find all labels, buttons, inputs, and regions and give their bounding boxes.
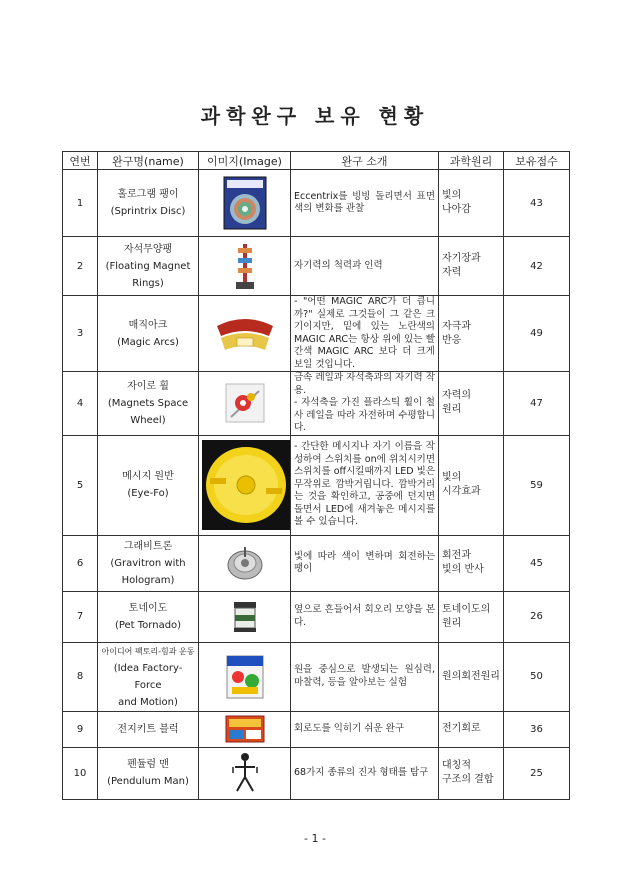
row-number: 5 <box>63 435 98 535</box>
toy-name-ko: 펜듈럼 맨 <box>127 759 169 770</box>
header-score: 보유점수 <box>504 152 570 170</box>
toy-image-cell <box>199 435 291 535</box>
table-row <box>63 747 570 799</box>
row-number: 9 <box>63 711 98 747</box>
page-title: 과학완구 보유 현황 <box>200 104 430 128</box>
toy-description: 금속 레일과 자석축과의 자기력 작용. - 자석축을 가진 플라스틱 휠이 철사 레일을 따라 자전하며 수평합니다. <box>291 372 439 436</box>
row-number: 3 <box>63 296 98 372</box>
owned-score: 25 <box>504 747 570 799</box>
science-principle: 토네이도의 원리 <box>439 591 504 642</box>
toy-inventory-table <box>62 151 570 800</box>
header-image: 이미지(Image) <box>199 152 291 170</box>
table-row <box>63 170 570 237</box>
owned-score: 36 <box>504 711 570 747</box>
table-row <box>63 237 570 296</box>
toy-name <box>98 237 199 296</box>
table-row <box>63 372 570 436</box>
holographic-disc-image <box>223 176 267 230</box>
toy-description: 원을 중심으로 발생되는 원심력, 마찰력, 등을 알아보는 실험 <box>291 642 439 711</box>
toy-name <box>98 591 199 642</box>
science-principle: 대칭적 구조의 결합 <box>439 747 504 799</box>
table-header-row <box>63 152 570 170</box>
toy-description: 68가지 종류의 진자 형태를 탐구 <box>291 747 439 799</box>
toy-image-cell <box>199 237 291 296</box>
header-name: 완구명(name) <box>98 152 199 170</box>
toy-name-en: (Idea Factory-Force and Motion) <box>113 662 183 708</box>
science-principle: 빛의 나아감 <box>439 170 504 237</box>
toy-description: Eccentrix를 빙빙 돌리면서 표면색의 변화를 관찰 <box>291 170 439 237</box>
table-row <box>63 711 570 747</box>
toy-image-cell <box>199 296 291 372</box>
message-disc-image <box>202 440 290 530</box>
toy-name-ko: 토네이도 <box>128 602 168 614</box>
owned-score: 42 <box>504 237 570 296</box>
table-row <box>63 296 570 372</box>
toy-name-ko: 아이디어 팩토리-힘과 운동 <box>101 646 195 656</box>
toy-name <box>98 642 199 711</box>
toy-name-en: (Magnets Space Wheel) <box>107 397 189 426</box>
science-principle: 빛의 시각효과 <box>439 435 504 535</box>
toy-name <box>98 711 199 747</box>
toy-image-cell <box>199 747 291 799</box>
gravitron-image <box>225 543 265 583</box>
owned-score: 47 <box>504 372 570 436</box>
toy-name <box>98 435 199 535</box>
table-row <box>63 535 570 591</box>
toy-image-cell <box>199 591 291 642</box>
owned-score: 45 <box>504 535 570 591</box>
owned-score: 50 <box>504 642 570 711</box>
toy-name <box>98 170 199 237</box>
table-row <box>63 435 570 535</box>
circuit-kit-image <box>225 715 265 743</box>
table-row <box>63 591 570 642</box>
toy-name-ko: 그래비트론 <box>123 540 173 552</box>
science-principle: 자극과 반응 <box>439 296 504 372</box>
toy-image-cell <box>199 372 291 436</box>
toy-image-cell <box>199 535 291 591</box>
toy-name-en: (Floating Magnet Rings) <box>105 260 191 289</box>
toy-name-ko: 매직아크 <box>128 319 168 331</box>
toy-description: 옆으로 흔들어서 회오리 모양을 본다. <box>291 591 439 642</box>
toy-name-ko: 자석무양팽 <box>123 243 173 255</box>
pet-tornado-image <box>232 601 258 633</box>
toy-name <box>98 296 199 372</box>
toy-description: - "어떤 MAGIC ARC가 더 큽니까?" 실제로 그것들이 그 같은 크기이지만, 밑에 있는 노란색의 MAGIC ARC는 항상 위에 있는 빨간색 MAGIC ARC 보다 더 크게 보일 것입니다. <box>291 296 439 372</box>
toy-name <box>98 372 199 436</box>
toy-name-ko: 전지키트 블럭 <box>117 723 179 735</box>
science-principle: 전기회로 <box>439 711 504 747</box>
row-number: 6 <box>63 535 98 591</box>
toy-name-en: (Eye-Fo) <box>127 488 169 499</box>
header-no: 연번 <box>63 152 98 170</box>
magic-arcs-image <box>213 314 277 354</box>
table-row <box>63 642 570 711</box>
toy-name-en: (Magic Arcs) <box>117 336 179 348</box>
toy-image-cell <box>199 711 291 747</box>
toy-image-cell <box>199 170 291 237</box>
header-description: 완구 소개 <box>291 152 439 170</box>
row-number: 1 <box>63 170 98 237</box>
magnet-rings-image <box>235 242 255 290</box>
toy-name-en: (Pendulum Man) <box>107 776 189 787</box>
toy-name-ko: 메시지 원반 <box>122 471 174 482</box>
science-principle: 자기장과 자력 <box>439 237 504 296</box>
toy-description: 빛에 따라 색이 변하며 회전하는 팽이 <box>291 535 439 591</box>
page-number: - 1 - <box>304 832 326 845</box>
toy-image-cell <box>199 642 291 711</box>
header-principle: 과학원리 <box>439 152 504 170</box>
owned-score: 26 <box>504 591 570 642</box>
owned-score: 49 <box>504 296 570 372</box>
toy-description: 회로도를 익히기 쉬운 완구 <box>291 711 439 747</box>
toy-name-en: (Sprintrix Disc) <box>110 206 186 217</box>
row-number: 7 <box>63 591 98 642</box>
toy-name-en: (Gravitron with Hologram) <box>110 557 186 586</box>
owned-score: 43 <box>504 170 570 237</box>
space-wheel-image <box>225 383 265 423</box>
row-number: 4 <box>63 372 98 436</box>
row-number: 10 <box>63 747 98 799</box>
owned-score: 59 <box>504 435 570 535</box>
science-principle: 원의회전원리 <box>439 642 504 711</box>
idea-factory-image <box>226 655 264 699</box>
row-number: 2 <box>63 237 98 296</box>
science-principle: 자력의 원리 <box>439 372 504 436</box>
toy-name-ko: 홀로그램 팽이 <box>117 189 179 200</box>
toy-name-ko: 자이로 휠 <box>127 380 169 392</box>
science-principle: 회전과 빛의 반사 <box>439 535 504 591</box>
toy-name <box>98 535 199 591</box>
toy-name-en: (Pet Tornado) <box>114 619 182 631</box>
toy-name <box>98 747 199 799</box>
toy-description: - 간단한 메시지나 자기 이름을 작성하여 스위치를 on에 위치시키면 스위치를 off시킬때까지 LED 빛은 무작위로 깜박거립니다. 깜박거리는 것을 확인하고, 공중에 던지면 돌면서 LED에 새겨놓은 메시지를 볼 수 있습니다. <box>291 435 439 535</box>
pendulum-man-image <box>230 751 260 795</box>
toy-description: 자기력의 척력과 인력 <box>291 237 439 296</box>
row-number: 8 <box>63 642 98 711</box>
